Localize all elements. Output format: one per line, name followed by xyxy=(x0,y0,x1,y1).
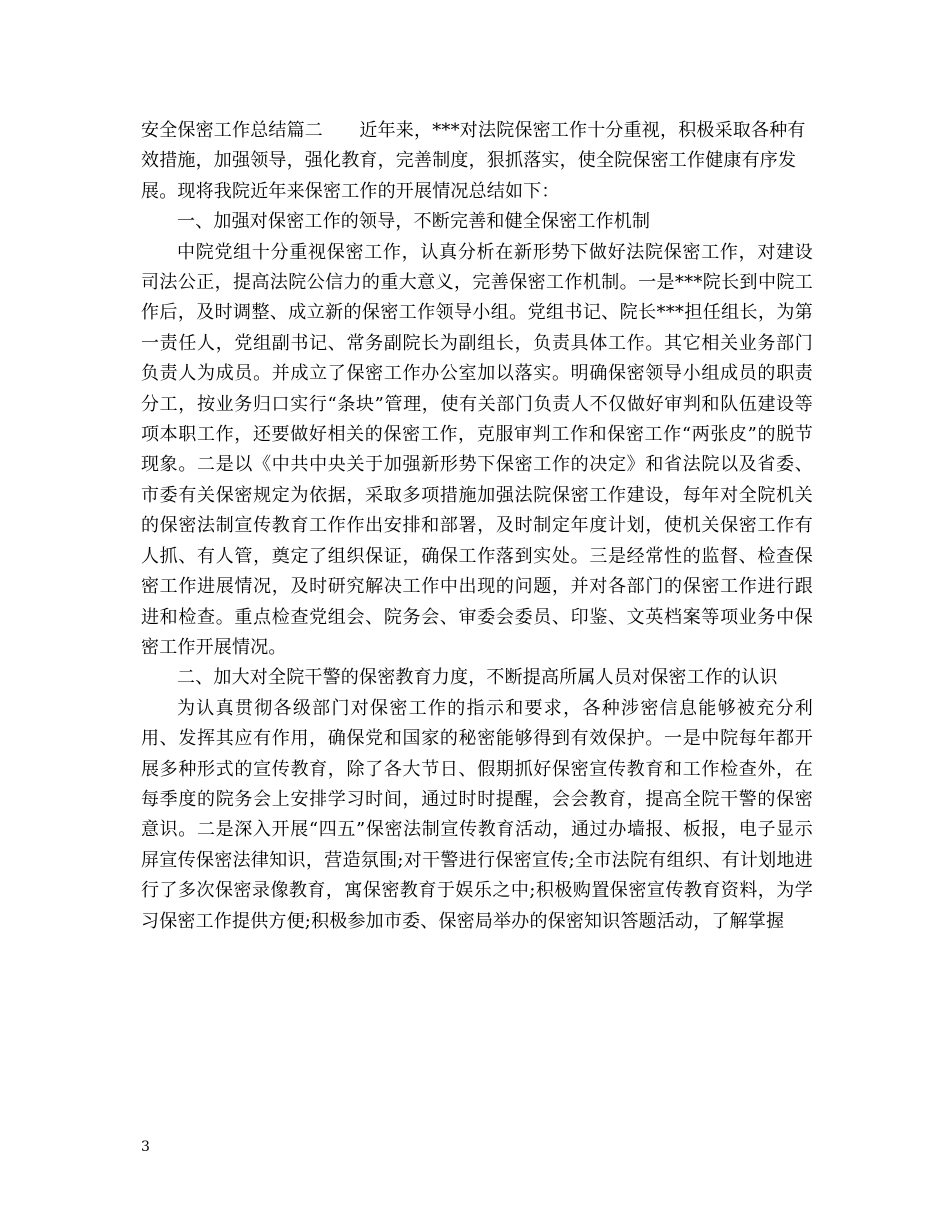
section-body-2: 为认真贯彻各级部门对保密工作的指示和要求，各种涉密信息能够被充分利用、发挥其应有作用，确保党和国家的秘密能够得到有效保护。一是中院每年都开展多种形式的宣传教育，除了各大节日、假期抓好保密宣传教育和工作检查外，在每季度的院务会上安排学习时间，通过时时提醒，会会教育，提高全院干警的保密意识。二是深入开展“四五”保密法制宣传教育活动，通过办墙报、板报，电子显示屏宣传保密法律知识，营造氛围;对干警进行保密宣传;全市法院有组织、有计划地进行了多次保密录像教育，寓保密教育于娱乐之中;积极购置保密宣传教育资料，为学习保密工作提供方便;积极参加市委、保密局举办的保密知识答题活动，了解掌握 xyxy=(141,697,813,932)
document-body xyxy=(141,116,813,937)
page-number: 3 xyxy=(141,1139,150,1155)
section-body-1: 中院党组十分重视保密工作，认真分析在新形势下做好法院保密工作，对建设司法公正，提高法院公信力的重大意义，完善保密工作机制。一是***院长到中院工作后，及时调整、成立新的保密工作领导小组。党组书记、院长***担任组长，为第一责任人，党组副书记、常务副院长为副组长，负责具体工作。其它相关业务部门负责人为成员。并成立了保密工作办公室加以落实。明确保密领导小组成员的职责分工，按业务归口实行“条块”管理，使有关部门负责人不仅做好审判和队伍建设等项本职工作，还要做好相关的保密工作，克服审判工作和保密工作“两张皮”的脱节现象。二是以《中共中央关于加强新形势下保密工作的决定》和省法院以及省委、市委有关保密规定为依据，采取多项措施加强法院保密工作建设，每年对全院机关的保密法制宣传教育工作作出安排和部署，及时制定年度计划，使机关保密工作有人抓、有人管，奠定了组织保证，确保工作落到实处。三是经常性的监督、检查保密工作进展情况，及时研究解决工作中出现的问题，并对各部门的保密工作进行跟进和检查。重点检查党组会、院务会、审委会委员、印鉴、文英档案等项业务中保密工作开展情况。 xyxy=(141,241,813,658)
intro-paragraph: 安全保密工作总结篇二 近年来，***对法院保密工作十分重视，积极采取各种有效措施，加强领导，强化教育，完善制度，狠抓落实，使全院保密工作健康有序发展。现将我院近年来保密工作的开展情况总结如下： xyxy=(141,120,806,202)
section-heading-2: 二、加大对全院干警的保密教育力度，不断提高所属人员对保密工作的认识 xyxy=(177,667,778,689)
section-heading-1: 一、加强对保密工作的领导，不断完善和健全保密工作机制 xyxy=(177,211,651,233)
